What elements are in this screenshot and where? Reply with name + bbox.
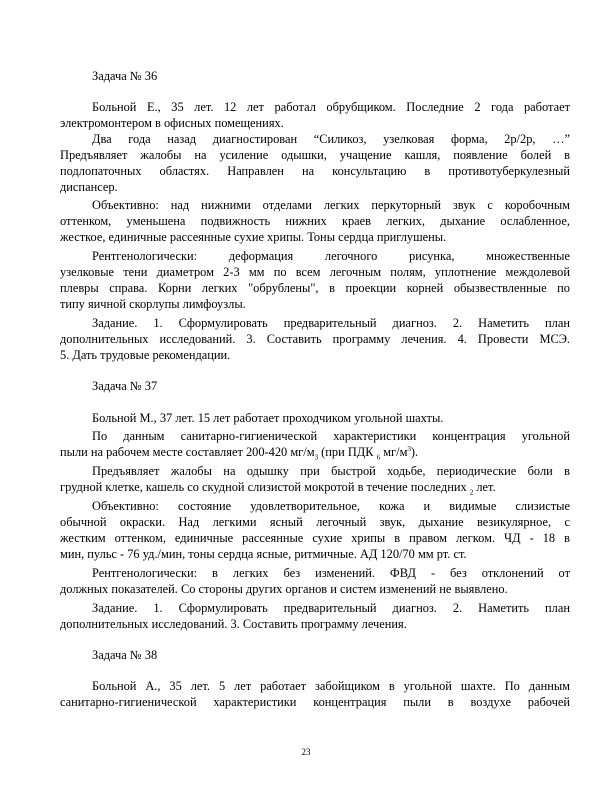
task-36-line: оттенком, уменьшена подвижность нижних краев легких, дыхание ослабленное, — [60, 214, 570, 228]
task-37-line: жестким оттенком, единичные рассеянные сухие хрипы в правом легком. ЧД - 18 в — [60, 531, 570, 545]
task-36-line: Рентгенологически: деформация легочного рисунка, множественные — [92, 249, 570, 263]
task-37-line: Рентгенологически: в легких без изменений. ФВД - без отклонений от — [92, 566, 570, 580]
task-37-line: Предъявляет жалобы на одышку при быстрой ходьбе, периодические боли в — [92, 464, 570, 478]
task-36-line: узелковые тени диаметром 2-3 мм по всем легочным полям, уплотнение междолевой — [60, 265, 570, 279]
task-38-line: Больной А., 35 лет. 5 лет работает забойщиком в угольной шахте. По данным — [92, 679, 570, 693]
task-37-line: пыли на рабочем месте составляет 200-420 $мг/м_3$ (при ПДК $_6$ $мг/м^3$). — [60, 444, 419, 462]
task-36-line: электромонтером в офисных помещениях. — [60, 116, 284, 130]
task-37-line: дополнительных исследований. 3. Составить программу лечения. — [60, 617, 407, 631]
task-36-line: Задание. 1. Сформулировать предварительный диагноз. 2. Наметить план — [92, 316, 570, 330]
task-37-line: Задание. 1. Сформулировать предварительный диагноз. 2. Наметить план — [92, 601, 570, 615]
task-38-heading: Задача № 38 — [92, 648, 158, 662]
task-36-line: дополнительных исследований. 3. Составить программу лечения. 4. Провести МСЭ. — [60, 332, 570, 346]
task-37-line: должных показателей. Со стороны других органов и систем изменений не выявлено. — [60, 582, 508, 596]
task-36-line: 5. Дать трудовые рекомендации. — [60, 348, 231, 362]
task-36-line: типу яичной скорлупы лимфоузлы. — [60, 297, 246, 311]
task-36-line: Объективно: над нижними отделами легких перкуторный звук с коробочным — [92, 198, 570, 212]
task-36-line: подлопаточных областях. Направлен на консультацию в противотуберкулезный — [60, 164, 570, 178]
task-36-line: Больной Е., 35 лет. 12 лет работал обрубщиком. Последние 2 года работает — [92, 100, 570, 114]
task-37-heading: Задача № 37 — [92, 379, 158, 393]
task-37-line: мин, пульс - 76 уд./мин, тоны сердца ясные, ритмичные. АД 120/70 мм рт. ст. — [60, 547, 467, 561]
task-38-line: санитарно-гигиенической характеристики концентрация пыли в воздухе рабочей — [60, 695, 570, 709]
task-36-line: Два года назад диагностирован “Силикоз, узелковая форма, 2р/2р, …” — [92, 132, 570, 146]
task-36-line: жесткое, единичные рассеянные сухие хрипы. Тоны сердца приглушены. — [60, 230, 447, 244]
task-37-line: грудной клетке, кашель со скудной слизистой мокротой в течение последних $_2$ лет. — [60, 480, 496, 497]
task-37-line: Больной М., 37 лет. 15 лет работает проходчиком угольной шахты. — [92, 411, 444, 425]
task-37-line: По данным санитарно-гигиенической характеристики концентрация угольной — [92, 429, 570, 443]
task-37-line: Объективно: состояние удовлетворительное, кожа и видимые слизистые — [92, 499, 570, 513]
page-number: 23 — [301, 747, 311, 757]
task-36-line: плевры справа. Корни легких "обрублены", в проекции корней обызвествленные по — [60, 281, 570, 295]
task-36-line: диспансер. — [60, 180, 118, 194]
task-36-line: Предъявляет жалобы на усиление одышки, учащение кашля, появление болей в — [60, 148, 570, 162]
task-37-line: обычной окраски. Над легкими ясный легочный звук, дыхание везикулярное, с — [60, 515, 570, 529]
task-36-heading: Задача № 36 — [92, 69, 158, 83]
